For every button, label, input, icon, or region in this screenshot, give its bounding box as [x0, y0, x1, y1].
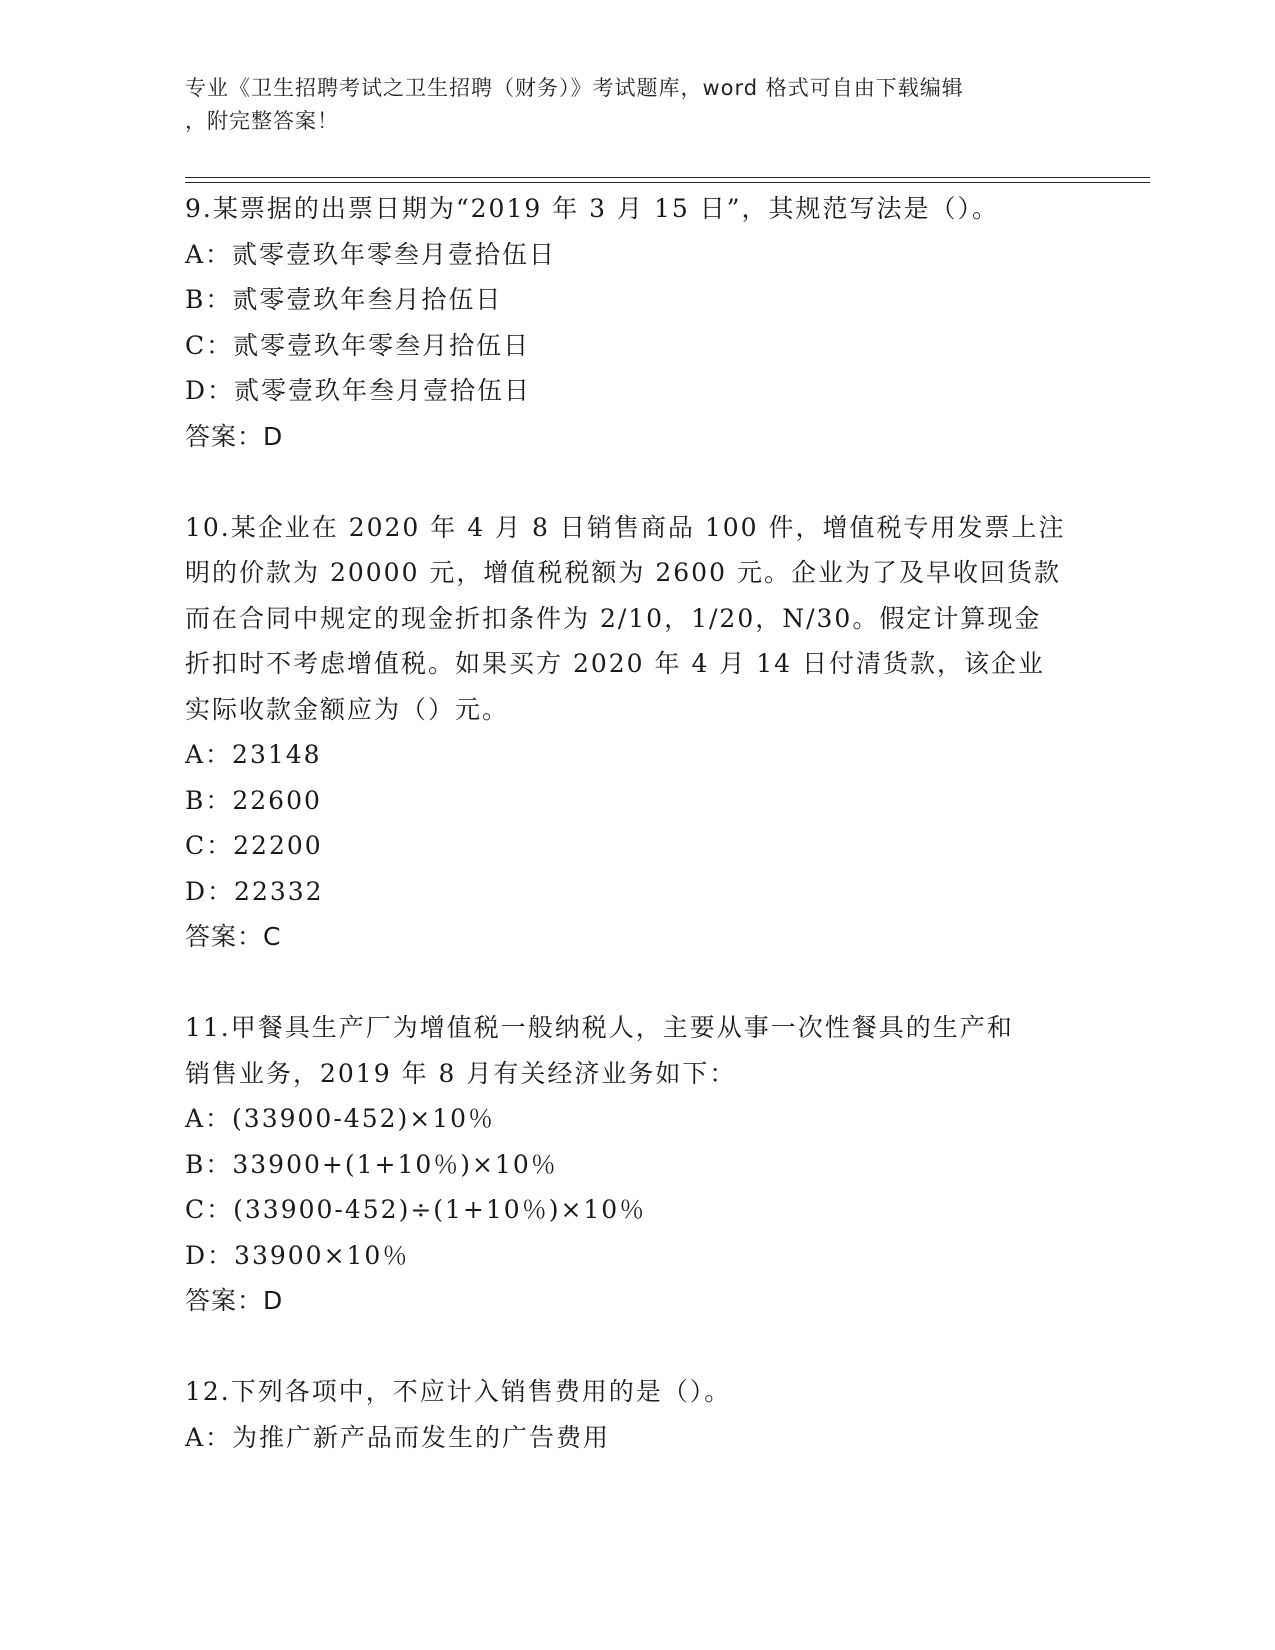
question-12 [185, 1369, 1085, 1460]
option-d: D：22332 [185, 876, 324, 906]
question-9 [185, 186, 1085, 459]
option-c: C：22200 [185, 831, 323, 860]
header-title-line-2: ，附完整答案！ [185, 109, 339, 133]
question-stem: 12.下列各项中，不应计入销售费用的是（）。 [185, 1377, 732, 1406]
question-stem: 实际收款金额应为（）元。 [185, 694, 510, 724]
option-b: B：贰零壹玖年叁月拾伍日 [185, 285, 503, 314]
option-c: C：贰零壹玖年零叁月拾伍日 [185, 330, 531, 360]
header-title-line-1: 专业《卫生招聘考试之卫生招聘（财务）》考试题库，word 格式可自由下载编辑 [185, 76, 964, 100]
option-c: C：(33900-452)÷(1+10％)×10％ [185, 1195, 647, 1224]
header-divider-bottom [185, 182, 1150, 183]
option-b: B：22600 [185, 785, 322, 815]
question-spacer [185, 960, 1085, 1006]
question-stem: 明的价款为 20000 元，增值税税额为 2600 元。企业为了及早收回货款 [185, 558, 1061, 587]
question-stem: 10.某企业在 2020 年 4 月 8 日销售商品 100 件，增值税专用发票上注 [185, 512, 1066, 542]
answer-line: 答案：D [185, 421, 284, 451]
question-stem: 而在合同中规定的现金折扣条件为 2/10，1/20，N/30。假定计算现金 [185, 603, 1042, 633]
question-stem: 折扣时不考虑增值税。如果买方 2020 年 4 月 14 日付清货款，该企业 [185, 649, 1046, 678]
document-header [185, 72, 1055, 138]
question-stem: 11.甲餐具生产厂为增值税一般纳税人，主要从事一次性餐具的生产和 [185, 1013, 1014, 1042]
question-stem: 9.某票据的出票日期为“2019 年 3 月 15 日”，其规范写法是（）。 [185, 194, 999, 223]
option-d: D：33900×10％ [185, 1240, 410, 1270]
header-divider-top [185, 177, 1150, 178]
answer-line: 答案：D [185, 1286, 284, 1315]
question-list [185, 186, 1085, 1460]
answer-line: 答案：C [185, 922, 282, 951]
option-d: D：贰零壹玖年叁月壹拾伍日 [185, 376, 532, 405]
option-a: A：23148 [185, 740, 322, 769]
question-stem: 销售业务，2019 年 8 月有关经济业务如下： [185, 1058, 737, 1088]
question-11 [185, 1005, 1085, 1324]
option-a: A：(33900-452)×10％ [185, 1104, 496, 1133]
option-a: A：为推广新产品而发生的广告费用 [185, 1422, 611, 1452]
option-a: A：贰零壹玖年零叁月壹拾伍日 [185, 239, 557, 269]
option-b: B：33900+(1+10％)×10％ [185, 1149, 558, 1179]
question-spacer [185, 1324, 1085, 1370]
question-spacer [185, 459, 1085, 505]
question-10 [185, 505, 1085, 960]
